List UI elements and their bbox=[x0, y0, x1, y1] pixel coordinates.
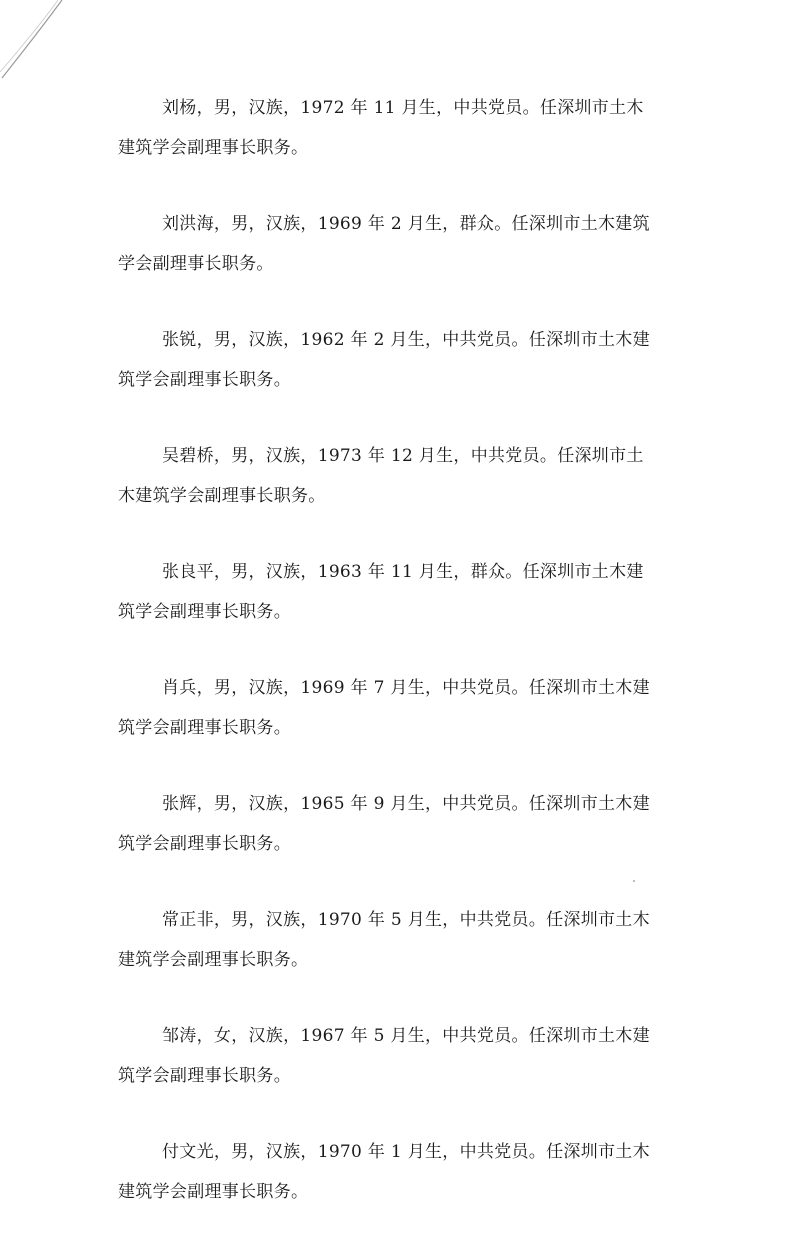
entry-line-1: 吴碧桥，男，汉族，1973 年 12 月生，中共党员。任深圳市土 bbox=[162, 446, 644, 466]
list-item bbox=[118, 552, 678, 632]
entry-line-2: 建筑学会副理事长职务。 bbox=[118, 138, 309, 158]
scan-speck bbox=[633, 880, 635, 882]
entry-line-1: 付文光，男，汉族，1970 年 1 月生，中共党员。任深圳市土木 bbox=[162, 1142, 650, 1162]
entry-line-2: 筑学会副理事长职务。 bbox=[118, 834, 291, 854]
entry-line-2: 筑学会副理事长职务。 bbox=[118, 370, 291, 390]
entry-line-2: 筑学会副理事长职务。 bbox=[118, 718, 291, 738]
list-item bbox=[118, 668, 678, 748]
list-item bbox=[118, 784, 678, 864]
entry-line-1: 肖兵，男，汉族，1969 年 7 月生，中共党员。任深圳市土木建 bbox=[162, 678, 650, 698]
entry-line-1: 邹涛，女，汉族，1967 年 5 月生，中共党员。任深圳市土木建 bbox=[162, 1026, 650, 1046]
list-item bbox=[118, 436, 678, 516]
list-item bbox=[118, 1016, 678, 1096]
document-body bbox=[118, 88, 678, 1248]
list-item bbox=[118, 1132, 678, 1212]
entry-line-1: 刘杨，男，汉族，1972 年 11 月生，中共党员。任深圳市土木 bbox=[162, 98, 644, 118]
entry-line-2: 筑学会副理事长职务。 bbox=[118, 602, 291, 622]
entry-line-1: 张锐，男，汉族，1962 年 2 月生，中共党员。任深圳市土木建 bbox=[162, 330, 650, 350]
list-item bbox=[118, 900, 678, 980]
staple-mark bbox=[0, 0, 70, 90]
list-item bbox=[118, 204, 678, 284]
entry-line-1: 张良平，男，汉族，1963 年 11 月生，群众。任深圳市土木建 bbox=[162, 562, 644, 582]
entry-line-1: 刘洪海，男，汉族，1969 年 2 月生，群众。任深圳市土木建筑 bbox=[162, 214, 650, 234]
entry-line-2: 建筑学会副理事长职务。 bbox=[118, 1182, 309, 1202]
list-item bbox=[118, 88, 678, 168]
entry-line-1: 张辉，男，汉族，1965 年 9 月生，中共党员。任深圳市土木建 bbox=[162, 794, 650, 814]
entry-line-2: 筑学会副理事长职务。 bbox=[118, 1066, 291, 1086]
entry-line-1: 常正非，男，汉族，1970 年 5 月生，中共党员。任深圳市土木 bbox=[162, 910, 650, 930]
entry-line-2: 木建筑学会副理事长职务。 bbox=[118, 486, 326, 506]
entry-line-2: 建筑学会副理事长职务。 bbox=[118, 950, 309, 970]
entry-line-2: 学会副理事长职务。 bbox=[118, 254, 274, 274]
list-item bbox=[118, 320, 678, 400]
